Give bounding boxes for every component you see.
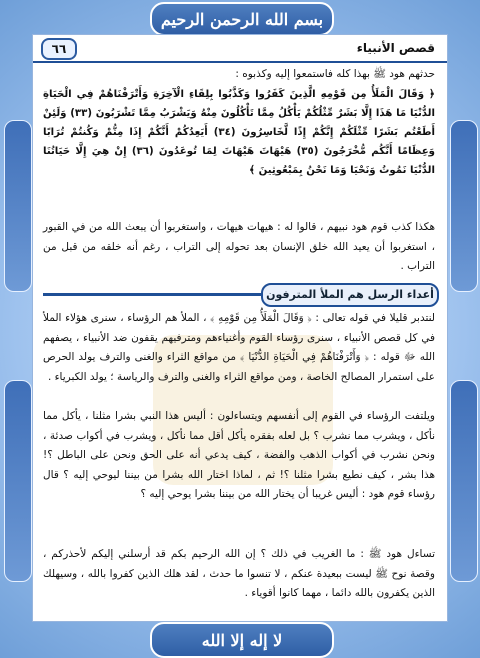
section-divider <box>43 293 265 296</box>
left-decoration <box>4 120 32 292</box>
page-header <box>33 35 447 63</box>
intro-line: حدثهم هود ﷺ بهذا كله فاستمعوا إليه وكذبوه : <box>235 68 435 80</box>
paragraph-2: لنتدبر قليلا في قوله تعالى : ﴿ وَقَالَ الْمَلَأُ مِن قَوْمِهِ ﴾ ، الملأ هم الرؤساء ، سنرى هؤلاء الملأ في كل قصص الأنبياء ، سنرى رؤساء القوم وأغنياءهم ومترفيهم يقفون ضد الأنبياء ، يصفهم الله ﷻ قوله : ﴿ وَأَتْرَفْنَاهُمْ فِي الْحَيَاةِ الدُّنْيَا ﴾ من مواقع الثراء والغنى والترف يولد الحرص على استمرار المصالح الخاصة ، ومن مواقع الثراء والغنى والترف والرياسة ؛ يولد الكبرياء . <box>43 312 435 383</box>
paragraph-3: ويلتفت الرؤساء في القوم إلى أنفسهم ويتساءلون : أليس هذا النبي بشرا مثلنا ، يأكل مما نأكل ، ويشرب مما نشرب ؟ بل لعله بفقره يأكل أقل مما نأكل ، ويشرب في أكواب صدئة ، ونحن نشرب في أكواب الذهب والفضة ، كيف يدعي أنه على الحق ونحن على الباطل ؟! هذا بشر ، كيف نطيع بشرا مثلنا ؟! ثم ، لماذا اختار الله بشرا من بيننا ليوحي إليه ؟ قال رؤساء قوم هود : أليس غريبا أن يختار الله من بيننا بشرا يوحي إليه ؟ <box>43 410 435 501</box>
book-title: قصص الأنبياء <box>356 41 435 55</box>
left-decoration-2 <box>4 380 32 582</box>
top-banner: بسم الله الرحمن الرحيم <box>150 2 334 36</box>
bottom-banner: لا إله إلا الله <box>150 622 334 658</box>
page-content <box>32 34 448 622</box>
page-number: ٦٦ <box>41 38 77 60</box>
right-decoration-2 <box>450 380 478 582</box>
intro-text <box>43 65 435 85</box>
paragraph-4: تساءل هود ﷺ : ما الغريب في ذلك ؟ إن الله الرحيم بكم قد أرسلني إليكم لأحذركم ، وقصة نوح ﷺ ليست ببعيدة عنكم ، لا تنسوا ما حدث ، لقد هلك الذين كفروا بالله ، وسيهلك الذين يكفرون بالله دائما ، مهما كانوا أقوياء . <box>43 548 435 600</box>
paragraph-1: هكذا كذب قوم هود نبيهم ، قالوا له : هيهات هيهات ، واستغربوا أن يبعث الله من في القبور ، استغربوا أن يعيد الله خلق الإنسان بعد تحوله إلى التراب ، رغم أنه خلقه من قبل من التراب . <box>43 221 435 273</box>
section-heading: أعداء الرسل هم الملأ المترفون <box>261 283 439 307</box>
quran-verse: ﴿ وَقَالَ الْمَلَأُ مِن قَوْمِهِ الَّذِينَ كَفَرُوا وَكَذَّبُوا بِلِقَاءِ الْآخِرَةِ وَأَتْرَفْنَاهُمْ فِي الْحَيَاةِ الدُّنْيَا مَا هَذَا إِلَّا بَشَرٌ مِّثْلُكُمْ يَأْكُلُ مِمَّا تَأْكُلُونَ مِنْهُ وَيَشْرَبُ مِمَّا تَشْرَبُونَ (٣٣) وَلَئِنْ أَطَعْتُم بَشَرًا مِّثْلَكُمْ إِنَّكُمْ إِذًا لَّخَاسِرُونَ (٣٤) أَيَعِدُكُمْ أَنَّكُمْ إِذَا مِتُّمْ وَكُنتُمْ تُرَابًا وَعِظَامًا أَنَّكُم مُّخْرَجُونَ (٣٥) هَيْهَاتَ هَيْهَاتَ لِمَا تُوعَدُونَ (٣٦) إِنْ هِيَ إِلَّا حَيَاتُنَا الدُّنْيَا نَمُوتُ وَنَحْيَا وَمَا نَحْنُ بِمَبْعُوثِينَ ﴾ <box>43 89 435 176</box>
right-decoration <box>450 120 478 292</box>
